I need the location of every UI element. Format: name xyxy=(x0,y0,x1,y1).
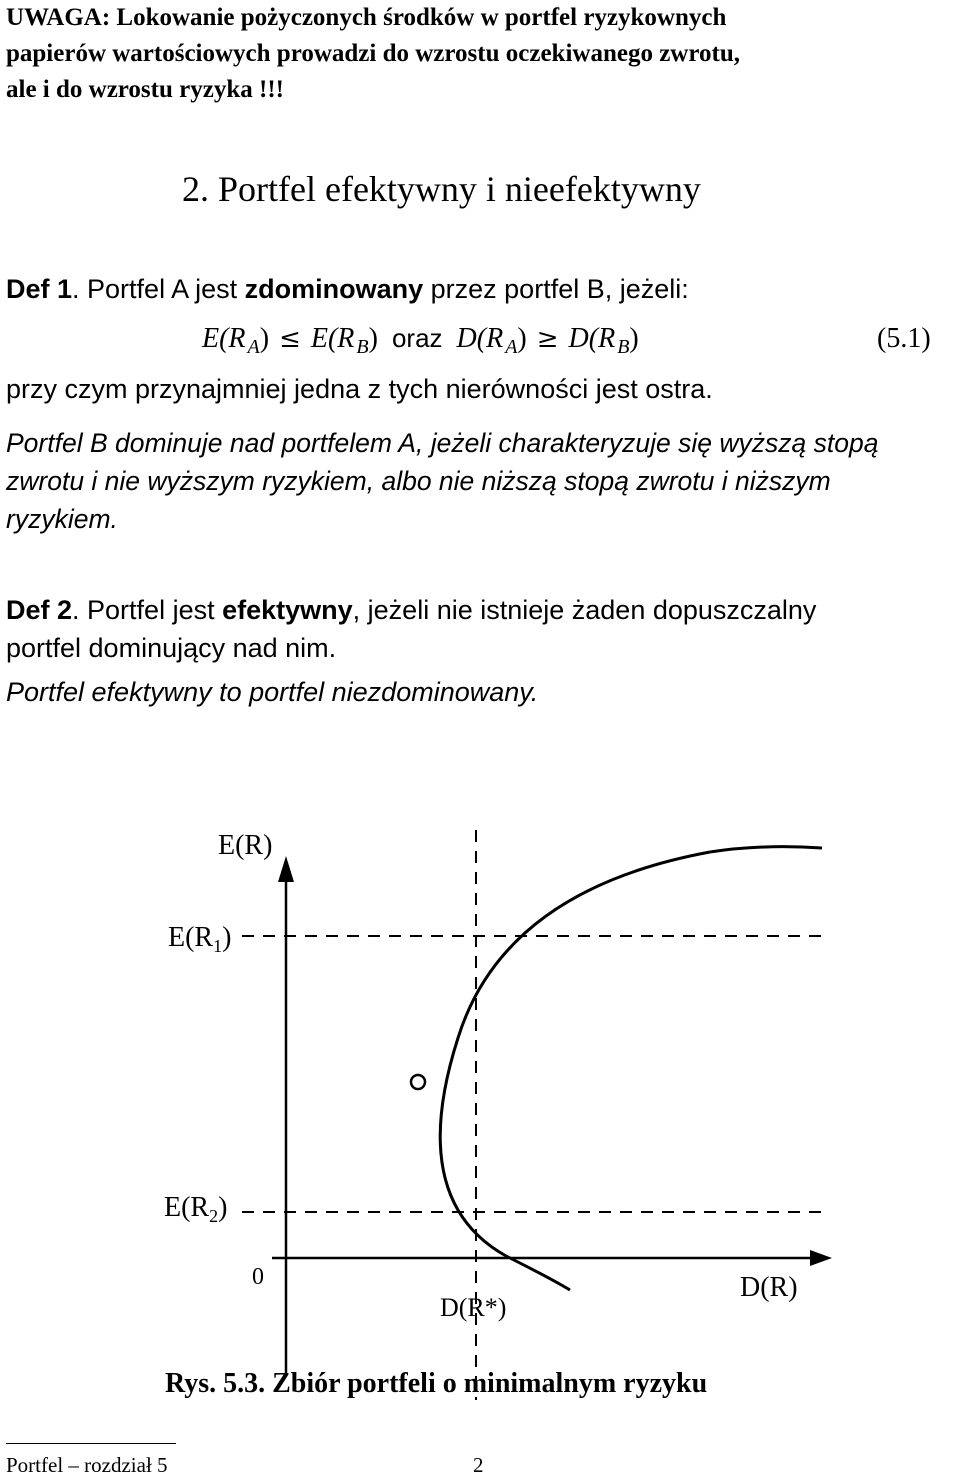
warning-note xyxy=(6,0,740,108)
def2-text-after: , jeżeli nie istnieje żaden dopuszczalny xyxy=(352,595,817,625)
def1-term: zdominowany xyxy=(244,274,424,304)
y-axis-arrow xyxy=(278,856,294,882)
dominance-explanation xyxy=(6,424,878,538)
formula-subscript: B xyxy=(617,336,630,358)
footer-rule xyxy=(6,1443,176,1444)
e-r1-main: E(R xyxy=(168,922,214,953)
definition-1 xyxy=(6,274,689,305)
def2-label: Def 2 xyxy=(6,595,73,625)
formula-subscript: A xyxy=(247,336,260,358)
def2-line xyxy=(6,591,816,629)
warning-line: papierów wartościowych prowadzi do wzrostu oczekiwanego zwrotu, xyxy=(6,40,740,67)
section-title: 2. Portfel efektywny i nieefektywny xyxy=(182,169,701,209)
e-r1-label xyxy=(168,922,231,956)
y-axis-label: E(R) xyxy=(218,830,273,861)
e-r1-close: ) xyxy=(222,922,232,953)
explanation-line: zwrotu i nie wyższym ryzykiem, albo nie niższą stopą zwrotu i niższym xyxy=(6,466,831,496)
e-r2-sub: 2 xyxy=(209,1206,219,1226)
definition-2 xyxy=(6,591,816,667)
minimum-risk-figure xyxy=(132,800,832,1400)
formula-operator: ≤ xyxy=(279,324,301,354)
e-r1-sub: 1 xyxy=(213,936,223,956)
origin-label: 0 xyxy=(252,1264,264,1290)
formula-part: ) xyxy=(629,323,639,354)
efficient-portfolio-note: Portfel efektywny to portfel niezdominowany. xyxy=(6,677,539,707)
d-star-label: D(R*) xyxy=(440,1293,507,1322)
frontier-curve-tail xyxy=(710,847,822,852)
formula-part: ) xyxy=(368,323,378,354)
def2-line-2: portfel dominujący nad nim. xyxy=(6,633,337,663)
formula-operator: ≥ xyxy=(536,324,559,354)
footer-text: Portfel – rozdział 5 xyxy=(6,1453,168,1477)
def1-text-before: . Portfel A jest xyxy=(72,274,245,304)
def1-text-after: przez portfel B, jeżeli: xyxy=(423,274,689,304)
def2-text-before: . Portfel jest xyxy=(72,595,223,625)
equation-number: (5.1) xyxy=(877,323,931,354)
warning-line: UWAGA: Lokowanie pożyczonych środków w portfel ryzykownych xyxy=(6,4,727,31)
formula-subscript: B xyxy=(356,336,369,358)
warning-line: ale i do wzrostu ryzyka !!! xyxy=(6,76,284,103)
e-r2-close: ) xyxy=(218,1192,228,1223)
formula-part: D(R xyxy=(456,323,504,354)
frontier-curve-lower xyxy=(506,1256,570,1290)
page-number: 2 xyxy=(473,1453,484,1477)
minimum-variance-point xyxy=(411,1075,425,1089)
formula-conjunction: oraz xyxy=(391,323,443,353)
formula-part: ) xyxy=(517,323,527,354)
formula-part: E(R xyxy=(310,323,355,354)
dominance-formula xyxy=(202,323,639,358)
def2-term: efektywny xyxy=(222,595,353,625)
x-axis-arrow xyxy=(810,1250,832,1266)
formula-part: E(R xyxy=(202,323,246,354)
explanation-line: ryzykiem. xyxy=(6,504,118,534)
e-r2-main: E(R xyxy=(164,1192,210,1223)
e-r2-label xyxy=(164,1192,227,1226)
x-axis-label: D(R) xyxy=(740,1272,798,1303)
figure-caption: Rys. 5.3. Zbiór portfeli o minimalnym ryzyku xyxy=(165,1368,708,1399)
note-strict-inequality: przy czym przynajmniej jedna z tych nierówności jest ostra. xyxy=(6,374,713,404)
formula-part: ) xyxy=(259,323,270,354)
def1-label: Def 1 xyxy=(6,274,73,304)
explanation-line: Portfel B dominuje nad portfelem A, jeżeli charakteryzuje się wyższą stopą xyxy=(6,428,879,458)
frontier-curve-upper xyxy=(440,852,710,1256)
formula-subscript: A xyxy=(505,336,518,358)
formula-part: D(R xyxy=(568,323,616,354)
